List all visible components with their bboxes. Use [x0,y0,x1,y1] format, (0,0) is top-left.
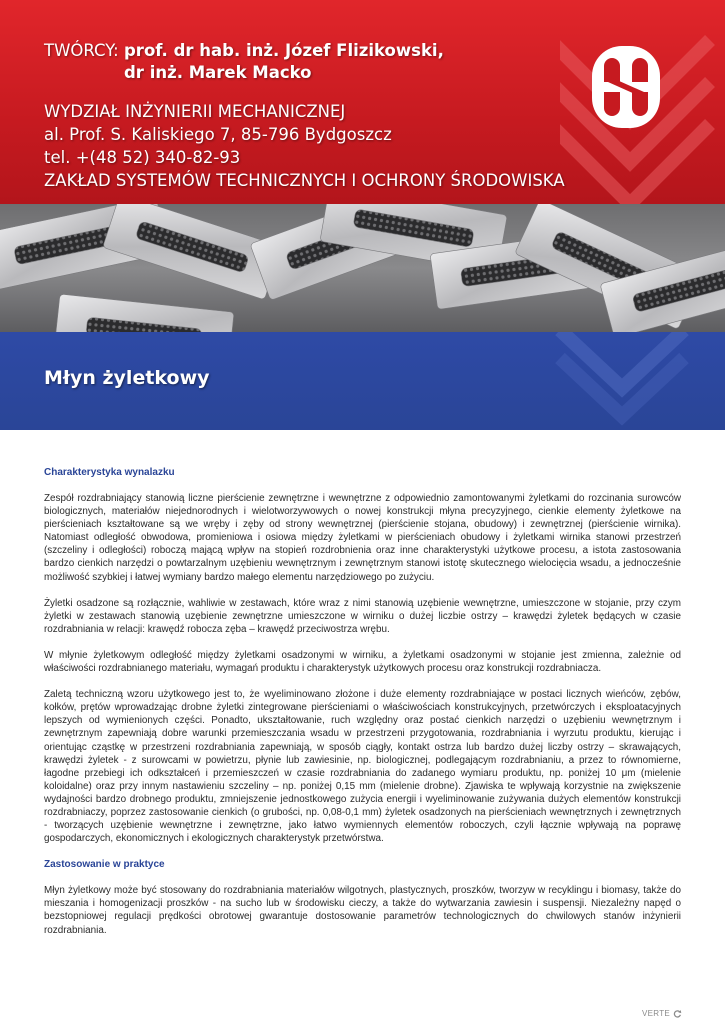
creator-1: prof. dr hab. inż. Józef Flizikowski, [124,41,444,60]
paragraph-4: Zaletą techniczną wzoru użytkowego jest to, że wyeliminowano złożone i duże elementy rozdrabniające w postaci licznych wieńców, zębów, kołków, prętów wprowadzając drobne żyletki zintegrowane pierścieniami o właściwościach konstrukcyjnych, przetwórczych i eksploatacyjnych lepszych od wymienionych części. Ponadto, ukształtowanie, ruch względny oraz postać cienkich narzędzi o uzębieniu wewnętrznym i zewnętrznym zapewniają dobre warunki przemieszczania wsadu w przestrzeni przygotowania, rozdrabniania i wyrzutu produktu, kierując i orientując cząstkę w przestrzeni rozdrabniania zapewniają, w sposób ciągły, kontakt ostrza lub bardzo dużej liczby ostrzy – skrawających, krawędzi żyletek - z surowcami w powietrzu, płynie lub zawiesinie, np. biologicznej, podlegającym rozdrabnianiu, a przez to równomierne, łagodne przebiegi ich odkształceń i przemieszczeń w czasie rozdrabniania do zadanego wymiaru produktu, np. poniżej 10 μm (mielenie koloidalne) oraz przy innym nastawieniu szczeliny – np. poniżej 0,15 mm (mielenie drobne). Zjawiska te wpływają korzystnie na zwiększenie wydajności bardzo drobnego produktu, zmniejszenie jednostkowego zużycia energii i wyeliminowanie zużywania dużych elementów konstrukcji rozdrabniaczy, poprzez zastosowanie cienkich (o grubości, np. 0,08-0,1 mm) żyletek osadzonych na pierścieniach wewnętrznych i zewnętrznych - tworzących uzębienie wewnętrzne i zewnętrzne, jako łatwo wymiennych elementów roboczych, czyli łącznie wpływają na poprawę gospodarczych, ekonomicznych i ekologicznych charakterystyk przetwórstwa. [44,689,681,845]
faculty: WYDZIAŁ INŻYNIERII MECHANICZNEJ [44,102,346,121]
page-turn-arrow-icon [673,1009,682,1018]
razor-blades-image [0,204,725,332]
creators [44,40,584,84]
section-heading-application: Zastosowanie w praktyce [44,859,165,871]
title-band [0,332,725,430]
phone: tel. +(48 52) 340-82-93 [44,148,241,167]
header-band [0,0,725,204]
paragraph-5: Młyn żyletkowy może być stosowany do rozdrabniania materiałów wilgotnych, plastycznych, proszków, tworzyw w recyklingu i biomasy, także do mieszania i homogenizacji proszków - na sucho lub w środowisku cieczy, a także do wytwarzania zawiesin i suspensji. Niezależny napęd o bezstopniowej regulacji prędkości obrotowej gwarantuje dostosowanie parametrów technologicznych do chwilowych stanów inżynierii rozdrabniania. [44,885,681,936]
document-body [44,466,681,937]
street: al. Prof. S. Kaliskiego 7, 85-796 Bydgoszcz [44,125,392,144]
verte-label: VERTE [642,1009,671,1018]
address-block [44,100,584,192]
department: ZAKŁAD SYSTEMÓW TECHNICZNYCH I OCHRONY ŚRODOWISKA [44,171,565,190]
page-title: Młyn żyletkowy [44,367,210,389]
creator-2: dr inż. Marek Macko [124,63,312,82]
verte-link[interactable] [642,1009,682,1018]
section-heading-characteristics: Charakterystyka wynalazku [44,467,175,478]
chevron-decoration-blue [540,332,725,430]
creators-label: TWÓRCY: [44,41,119,60]
header-text [44,40,584,192]
razor-blades-photo [0,204,725,332]
paragraph-2: Żyletki osadzone są rozłącznie, wahliwie w zestawach, które wraz z nimi stanowią uzębienie wewnętrzne, umieszczone w stojanie, przy czym żyletki w zestawach stanowią uzębienie zewnętrzne umieszczone w wirniku o dużej liczbie ostrzy – krawędzi żyletek będących w czasie rozdrabniania w relacji: krawędź robocza zęba – krawędź przeciwostrza wrębu. [44,597,681,635]
paragraph-1: Zespół rozdrabniający stanowią liczne pierścienie zewnętrzne i wewnętrzne z odpowiednio zamontowanymi żyletkami do rozcinania surowców biologicznych, materiałów niejednorodnych i wielotworzywowych o nowej konstrukcji młyna precyzyjnego, cienkie elementy żyletkowe na pierścieniach kształtowane są we wręby i zęby od strony wewnętrznej (pierścienie stojana, obudowy) i zewnętrznej (pierścienie wirnika). Natomiast odległość obwodowa, promieniowa i osiowa między żyletkami w pierścieniach obudowy i żyletkami wirnika stanowi przestrzeń (szczeliny i odległości) roboczą mającą wpływ na stopień rozdrobnienia oraz inne charakterystyki użytkowe procesu, a istota zastosowania bardzo cienkich narzędzi o powtarzalnym uzębieniu wewnętrznym i zewnętrznym stanowi istotę skutecznego wielocięcia wsadu, a jednocześnie możliwość szybkiej i łatwej wymiany bardzo małego elementu narzędziowego po zużyciu. [44,493,681,583]
university-logo-icon [590,44,662,130]
paragraph-3: W młynie żyletkowym odległość między żyletkami osadzonymi w wirniku, a żyletkami osadzonymi w stojanie jest zmienna, zależnie od właściwości rozdrabnianego materiału, wymagań produktu i charakterystyk użytkowych procesu oraz konstrukcji rozdrabniacza. [44,649,681,675]
blade-group [0,204,725,332]
